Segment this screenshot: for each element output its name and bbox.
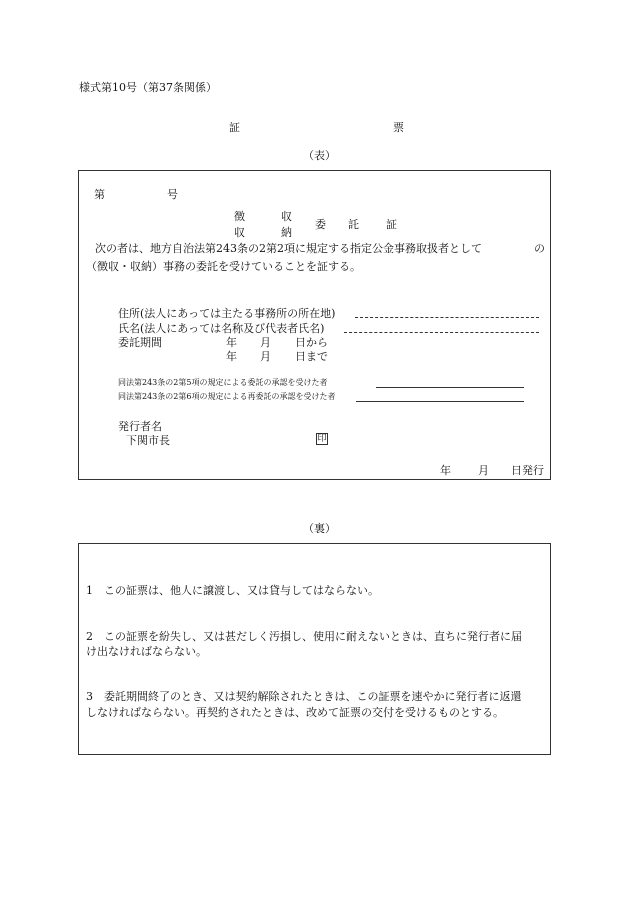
period-to-month: 月 <box>260 350 271 363</box>
name-line <box>344 332 539 333</box>
back-item-3-line-2: しなければならない。再契約されたときは、改めて証票の交付を受けるものとする。 <box>86 706 504 719</box>
back-item-2-line-2: け出なければならない。 <box>86 645 207 658</box>
body-line-1-end: の <box>534 242 545 255</box>
back-item-3-line-1: 3 委託期間終了のとき、又は契約解除されたときは、この証票を速やかに発行者に返還 <box>86 690 522 703</box>
col-top-1: 徴 <box>234 210 245 223</box>
issue-date-month: 月 <box>478 464 489 477</box>
col-bottom-1: 収 <box>234 226 245 239</box>
seal-mark: 印 <box>317 434 327 444</box>
form-number: 様式第10号（第37条関係） <box>79 81 217 94</box>
commission-char-3: 証 <box>386 218 397 231</box>
number-suffix: 号 <box>167 188 178 201</box>
issuer-name: 下関市長 <box>126 434 170 447</box>
number-prefix: 第 <box>94 188 105 201</box>
commission-char-2: 託 <box>348 218 359 231</box>
address-label: 住所(法人にあっては主たる事務所の所在地) <box>118 307 336 320</box>
period-label: 委託期間 <box>118 336 162 349</box>
issue-date-day: 日発行 <box>511 464 544 477</box>
issue-date-year: 年 <box>440 464 451 477</box>
approval-line-2-underline <box>356 401 524 402</box>
title-right-char: 票 <box>393 121 404 134</box>
back-item-1: 1 この証票は、他人に譲渡し、又は貸与してはならない。 <box>86 584 379 597</box>
approval-line-1-underline <box>376 387 524 388</box>
period-from-day: 日から <box>295 336 328 349</box>
address-line <box>355 317 539 318</box>
period-from-year: 年 <box>226 336 237 349</box>
issuer-label: 発行者名 <box>118 420 162 433</box>
commission-char-1: 委 <box>315 218 326 231</box>
approval-line-2: 同法第243条の2第6項の規定による再委託の承認を受けた者 <box>118 392 336 401</box>
title-left-char: 証 <box>229 121 240 134</box>
period-from-month: 月 <box>260 336 271 349</box>
col-top-2: 収 <box>281 210 292 223</box>
body-line-2: （徴収・収納）事務の委託を受けていることを証する。 <box>86 260 361 273</box>
back-item-2-line-1: 2 この証票を紛失し、又は甚だしく汚損し、使用に耐えないときは、直ちに発行者に届 <box>86 630 522 643</box>
period-to-year: 年 <box>226 350 237 363</box>
body-line-1: 次の者は、地方自治法第243条の2第2項に規定する指定公金事務取扱者として <box>95 242 482 255</box>
name-label: 氏名(法人にあっては名称及び代表者氏名) <box>118 322 325 335</box>
front-label: （表） <box>303 149 336 162</box>
back-label: （裏） <box>303 522 336 535</box>
col-bottom-2: 納 <box>281 226 292 239</box>
approval-line-1: 同法第243条の2第5項の規定による委託の承認を受けた者 <box>118 378 328 387</box>
period-to-day: 日まで <box>295 350 328 363</box>
